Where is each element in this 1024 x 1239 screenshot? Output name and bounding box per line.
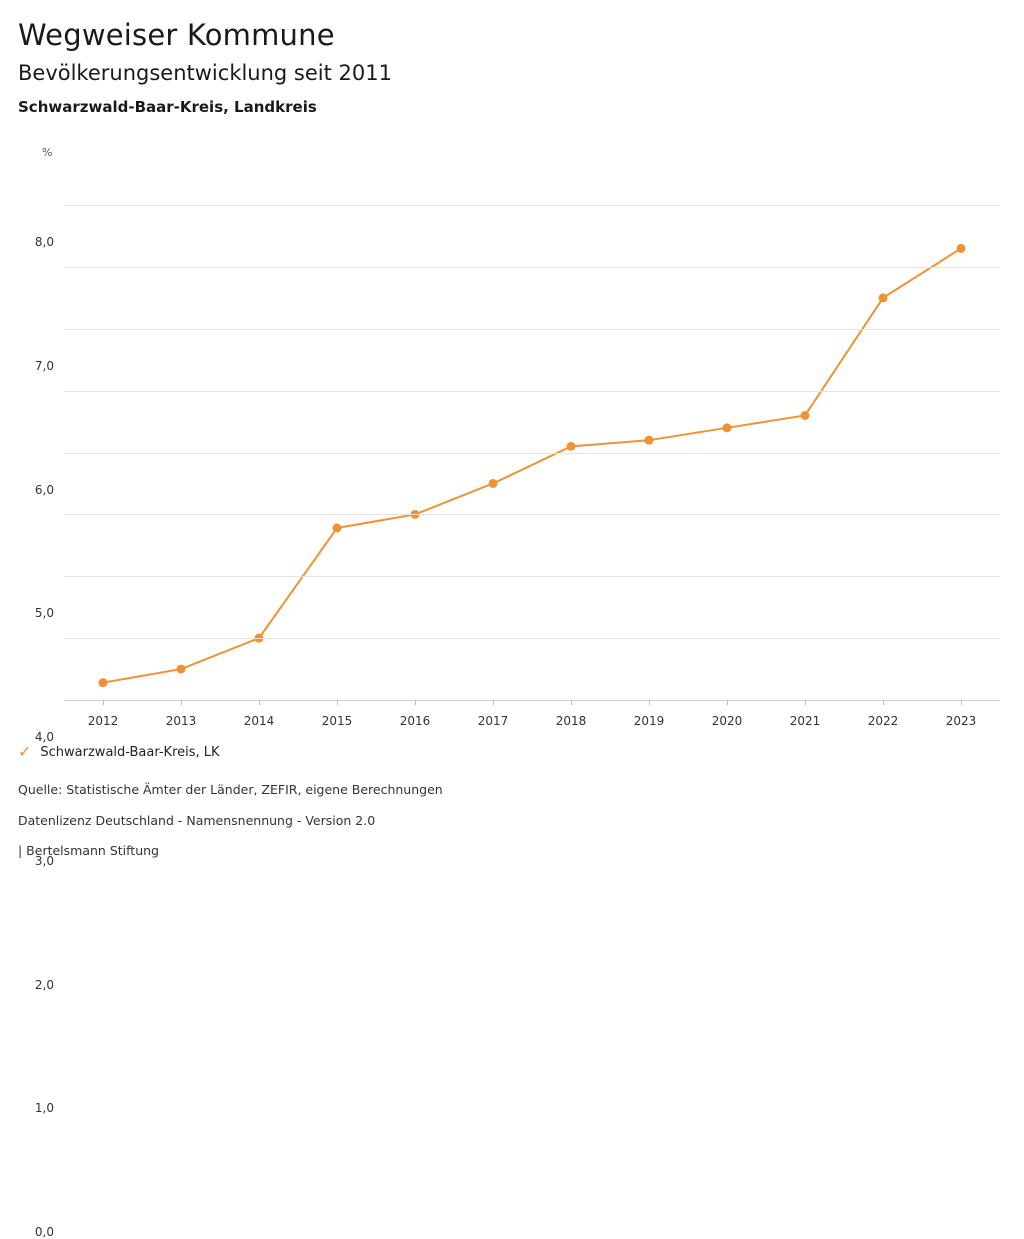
footer-source: Quelle: Statistische Ämter der Länder, ZEFIR, eigene Berechnungen [18, 782, 443, 797]
x-axis-tick-label: 2023 [945, 714, 977, 728]
x-axis-tick-label: 2018 [555, 714, 587, 728]
x-axis-tick-mark [259, 700, 260, 705]
data-point-marker[interactable] [177, 665, 186, 674]
x-axis-tick-label: 2020 [711, 714, 743, 728]
x-axis-tick-label: 2012 [87, 714, 119, 728]
x-axis-tick-label: 2016 [399, 714, 431, 728]
data-point-marker[interactable] [567, 442, 576, 451]
x-axis-tick-label: 2013 [165, 714, 197, 728]
x-axis-tick-mark [727, 700, 728, 705]
x-axis-tick-label: 2022 [867, 714, 899, 728]
x-axis-tick-label: 2015 [321, 714, 353, 728]
y-axis-tick-label: 7,0 [34, 358, 54, 373]
x-axis-tick-mark [337, 700, 338, 705]
page-title: Wegweiser Kommune [18, 18, 335, 52]
grid-line [34, 205, 1000, 250]
x-axis-tick-label: 2021 [789, 714, 821, 728]
x-axis-tick-mark [103, 700, 104, 705]
x-axis-tick-mark [649, 700, 650, 705]
data-point-marker[interactable] [489, 479, 498, 488]
y-axis-unit: % [42, 146, 53, 159]
y-axis-tick-label: 4,0 [34, 730, 54, 745]
series-polyline [103, 248, 961, 682]
x-axis-tick-mark [961, 700, 962, 705]
x-axis-tick-label: 2019 [633, 714, 665, 728]
footer-publisher: | Bertelsmann Stiftung [18, 843, 159, 858]
data-point-marker[interactable] [957, 244, 966, 253]
data-point-marker[interactable] [333, 524, 342, 533]
legend-label: Schwarzwald-Baar-Kreis, LK [40, 744, 220, 760]
region-label: Schwarzwald-Baar-Kreis, Landkreis [18, 97, 317, 116]
data-point-marker[interactable] [801, 411, 810, 420]
x-axis-tick-mark [493, 700, 494, 705]
x-axis-tick-mark [181, 700, 182, 705]
y-axis-tick-label: 8,0 [34, 235, 54, 250]
y-axis-tick-label: 0,0 [34, 1225, 54, 1239]
y-axis-tick-label: 1,0 [34, 1101, 54, 1116]
y-axis-tick-label: 2,0 [34, 977, 54, 992]
grid-line [34, 267, 1000, 373]
data-point-marker[interactable] [723, 423, 732, 432]
data-point-marker[interactable] [645, 436, 654, 445]
y-axis-tick-label: 3,0 [34, 853, 54, 868]
chart-legend[interactable] [18, 744, 220, 760]
x-axis-tick-mark [883, 700, 884, 705]
y-axis-tick-label: 6,0 [34, 482, 54, 497]
x-axis-tick-label: 2014 [243, 714, 275, 728]
data-point-marker[interactable] [879, 293, 888, 302]
x-axis-tick-mark [805, 700, 806, 705]
chart-footer [18, 784, 443, 858]
x-axis-tick-label: 2017 [477, 714, 509, 728]
check-icon: ✓ [18, 742, 32, 761]
x-axis-tick-mark [571, 700, 572, 705]
x-axis-tick-mark [415, 700, 416, 705]
page-header [0, 0, 1024, 116]
data-point-marker[interactable] [99, 678, 108, 687]
page-subtitle: Bevölkerungsentwicklung seit 2011 [18, 60, 392, 85]
y-axis-tick-label: 5,0 [34, 606, 54, 621]
footer-license: Datenlizenz Deutschland - Namensnennung - Version 2.0 [18, 812, 376, 828]
